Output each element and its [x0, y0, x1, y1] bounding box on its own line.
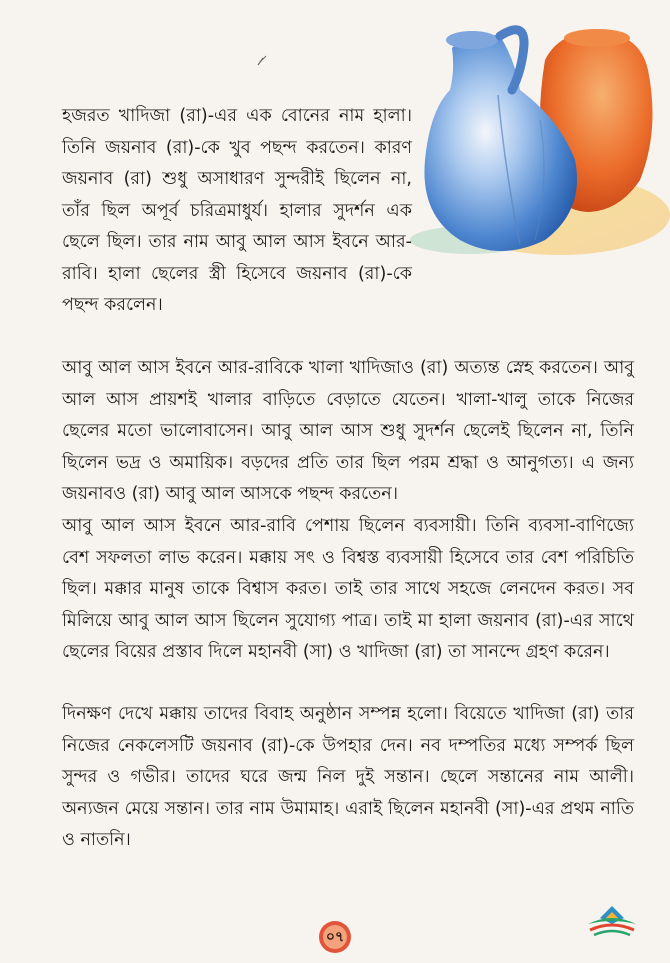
paragraph-2: আবু আল আস ইবনে আর-রাবিকে খালা খাদিজাও (রা) অত্যন্ত স্নেহ করতেন। আবু আল আস প্রায়শই খালার বাড়িতে বেড়াতে যেতেন। খালা-খালু তাকে নিজের ছেলের মতো ভালোবাসেন। আবু আল আস শুধু সুদর্শন ছেলেই ছিলেন না, তিনি ছিলেন ভদ্র ও অমায়িক। বড়দের প্রতি তার ছিল পরম শ্রদ্ধা ও আনুগত্য। এ জন্য জয়নাবও (রা) আবু আল আসকে পছন্দ করতেন। — [62, 358, 634, 504]
paragraph-4: দিনক্ষণ দেখে মক্কায় তাদের বিবাহ অনুষ্ঠান সম্পন্ন হলো। বিয়েতে খাদিজা (রা) তার নিজের নেকলেসটি জয়নাব (রা)-কে উপহার দেন। নব দম্পতির মধ্যে সম্পর্ক ছিল সুন্দর ও গভীর। তাদের ঘরে জন্ম নিল দুই সন্তান। ছেলে সন্তানের নাম আলী। অন্যজন মেয়ে সন্তান। তার নাম উমামাহ। এরাই ছিলেন মহানবী (সা)-এর প্রথম নাতি ও নাতনি। — [62, 704, 634, 850]
paragraph-3: আবু আল আস ইবনে আর-রাবি পেশায় ছিলেন ব্যবসায়ী। তিনি ব্যবসা-বাণিজ্যে বেশ সফলতা লাভ করেন। মক্কায় সৎ ও বিশ্বস্ত ব্যবসায়ী হিসেবে তার বেশ পরিচিতি ছিল। মক্কার মানুষ তাকে বিশ্বাস করত। তাই তার সাথে সহজে লেনদেন করত। সব মিলিয়ে আবু আল আস ছিলেন সুযোগ্য পাত্র। তাই মা হালা জয়নাব (রা)-এর সাথে ছেলের বিয়ের প্রস্তাব দিলে মহানবী (সা) ও খাদিজা (রা) তা সানন্দে গ্রহণ করেন। — [62, 516, 634, 662]
page-number: ০৭ — [325, 929, 345, 945]
page-number-badge — [316, 918, 354, 956]
paragraph-1: হজরত খাদিজা (রা)-এর এক বোনের নাম হালা। তিনি জয়নাব (রা)-কে খুব পছন্দ করতেন। কারণ জয়নাব (রা) শুধু অসাধারণ সুন্দরীই ছিলেন না, তাঁর ছিল অপূর্ব চরিত্রমাধুর্য। হালার সুদর্শন এক ছেলে ছিল। তার নাম আবু আল আস ইবনে আর-রাবি। হালা ছেলের স্ত্রী হিসেবে জয়নাব (রা)-কে পছন্দ করলেন। — [62, 106, 412, 315]
publisher-logo-icon — [584, 902, 640, 942]
